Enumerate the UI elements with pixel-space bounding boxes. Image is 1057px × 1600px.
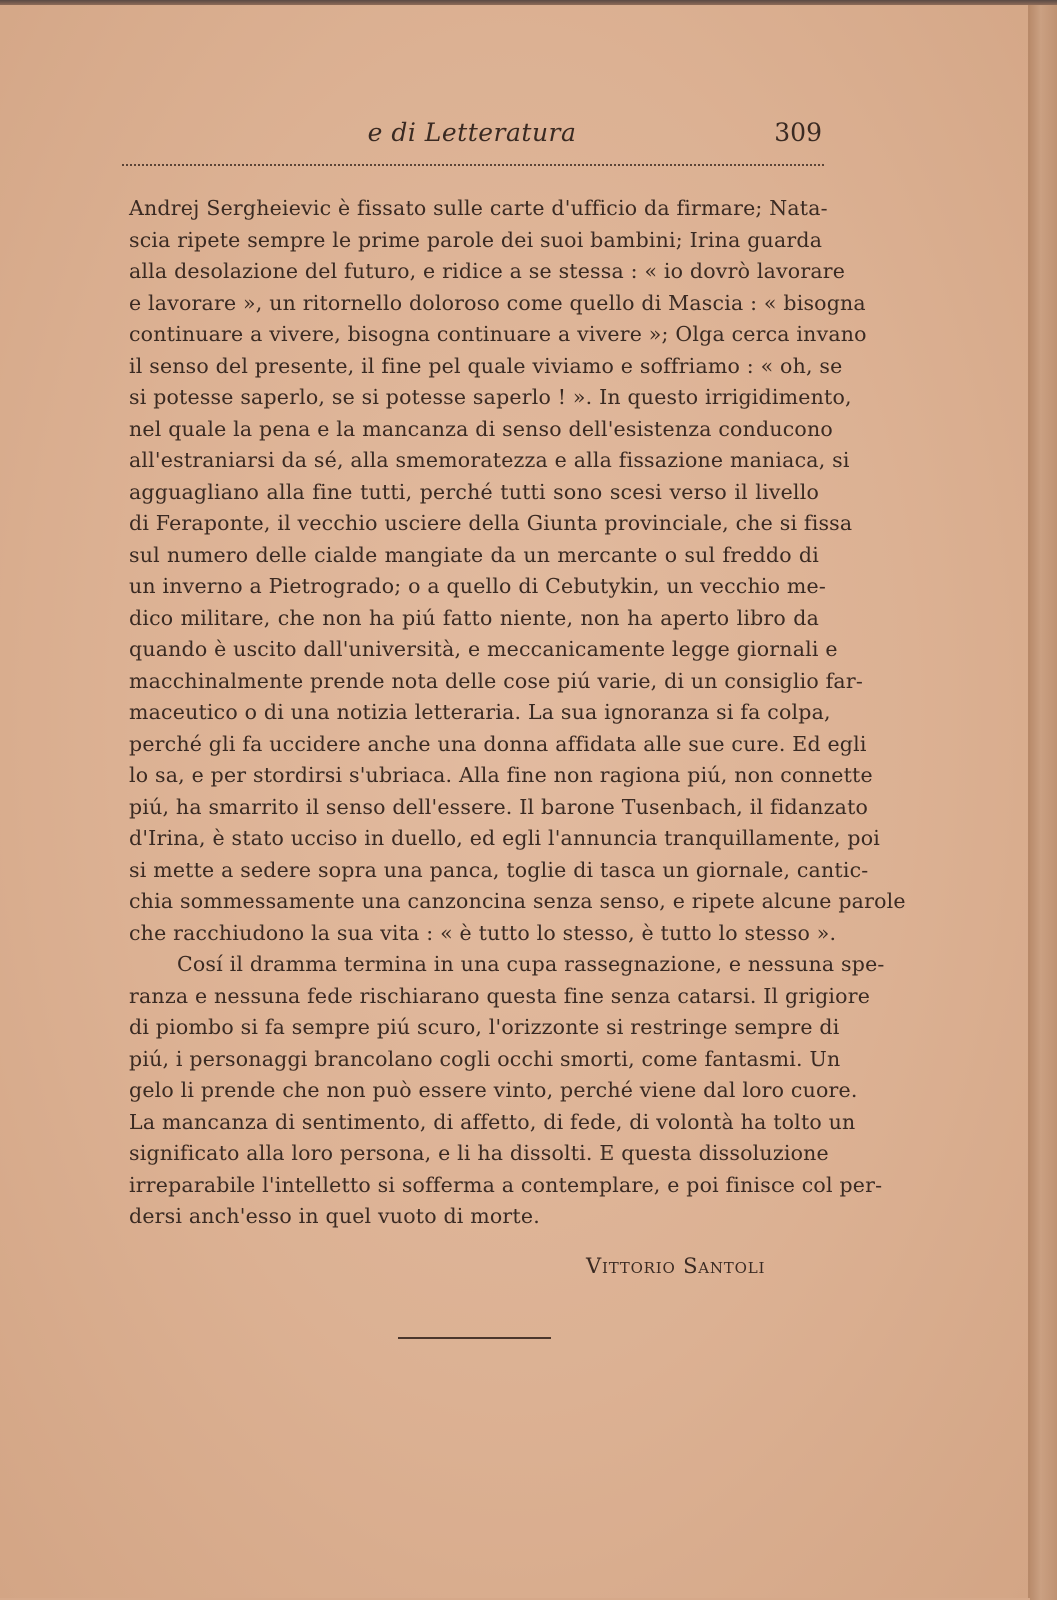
text-line: d'Irina, è stato ucciso in duello, ed egli l'annuncia tranquillamente, poi (129, 826, 881, 850)
text-line: e lavorare », un ritornello doloroso come quello di Mascia : « bisogna (129, 290, 866, 315)
body-text (129, 193, 906, 1233)
text-line: si potesse saperlo, se si potesse saperlo ! ». In questo irrigidimento, (129, 385, 852, 409)
text-line: dersi anch'esso in quel vuoto di morte. (129, 1204, 540, 1228)
text-line: nel quale la pena e la mancanza di senso dell'esistenza conducono (129, 416, 833, 441)
text-line: all'estraniarsi da sé, alla smemoratezza e alla fissazione maniaca, si (129, 448, 850, 472)
page-number: 309 (774, 118, 822, 147)
text-line: di piombo si fa sempre piú scuro, l'orizzonte si restringe sempre di (129, 1015, 840, 1039)
text-line: chia sommessamente una canzoncina senza senso, e ripete alcune parole (129, 889, 906, 913)
text-line: macchinalmente prende nota delle cose piú varie, di un consiglio far- (129, 668, 863, 693)
running-title: e di Letteratura (367, 118, 577, 147)
author-signature: Vittorio Santoli (586, 1254, 766, 1278)
text-line: che racchiudono la sua vita : « è tutto lo stesso, è tutto lo stesso ». (129, 920, 837, 945)
text-line: il senso del presente, il fine pel quale viviamo e soffriamo : « oh, se (129, 353, 843, 378)
text-line: alla desolazione del futuro, e ridice a se stessa : « io dovrò lavorare (129, 259, 846, 283)
text-line: significato alla loro persona, e li ha dissolti. E questa dissoluzione (129, 1141, 829, 1165)
text-line: piú, i personaggi brancolano cogli occhi smorti, come fantasmi. Un (129, 1046, 841, 1071)
text-line: gelo li prende che non può essere vinto, perché viene dal loro cuore. (129, 1078, 858, 1102)
text-line: Cosí il dramma termina in una cupa rassegnazione, e nessuna spe- (177, 952, 885, 976)
text-line: lo sa, e per stordirsi s'ubriaca. Alla fine non ragiona piú, non connette (129, 763, 873, 787)
text-line: quando è uscito dall'università, e meccanicamente legge giornali e (129, 637, 838, 661)
text-line: maceutico o di una notizia letteraria. La sua ignoranza si fa colpa, (129, 700, 831, 724)
top-edge (0, 0, 1057, 5)
text-line: piú, ha smarrito il senso dell'essere. Il barone Tusenbach, il fidanzato (129, 794, 869, 819)
header-dotted-rule (122, 164, 824, 166)
text-line: scia ripete sempre le prime parole dei suoi bambini; Irina guarda (129, 227, 823, 252)
text-line: un inverno a Pietrogrado; o a quello di Cebutykin, un vecchio me- (129, 574, 826, 598)
end-rule (398, 1337, 551, 1339)
text-line: La mancanza di sentimento, di affetto, di fede, di volontà ha tolto un (129, 1109, 856, 1134)
page-edge (1030, 0, 1057, 1600)
text-line: agguagliano alla fine tutti, perché tutti sono scesi verso il livello (129, 479, 819, 504)
text-line: si mette a sedere sopra una panca, toglie di tasca un giornale, cantic- (129, 857, 869, 882)
text-line: continuare a vivere, bisogna continuare a vivere »; Olga cerca invano (129, 322, 867, 346)
text-line: dico militare, che non ha piú fatto niente, non ha aperto libro da (129, 605, 819, 630)
text-line: ranza e nessuna fede rischiarano questa fine senza catarsi. Il grigiore (129, 983, 871, 1008)
text-line: irreparabile l'intelletto si sofferma a contemplare, e poi finisce col per- (129, 1172, 883, 1197)
text-line: Andrej Sergheievic è fissato sulle carte d'ufficio da firmare; Nata- (129, 196, 828, 220)
running-head (122, 118, 822, 158)
text-line: sul numero delle cialde mangiate da un mercante o sul freddo di (129, 542, 819, 567)
text-line: perché gli fa uccidere anche una donna affidata alle sue cure. Ed egli (129, 731, 867, 756)
text-line: di Feraponte, il vecchio usciere della Giunta provinciale, che si fissa (129, 511, 853, 535)
